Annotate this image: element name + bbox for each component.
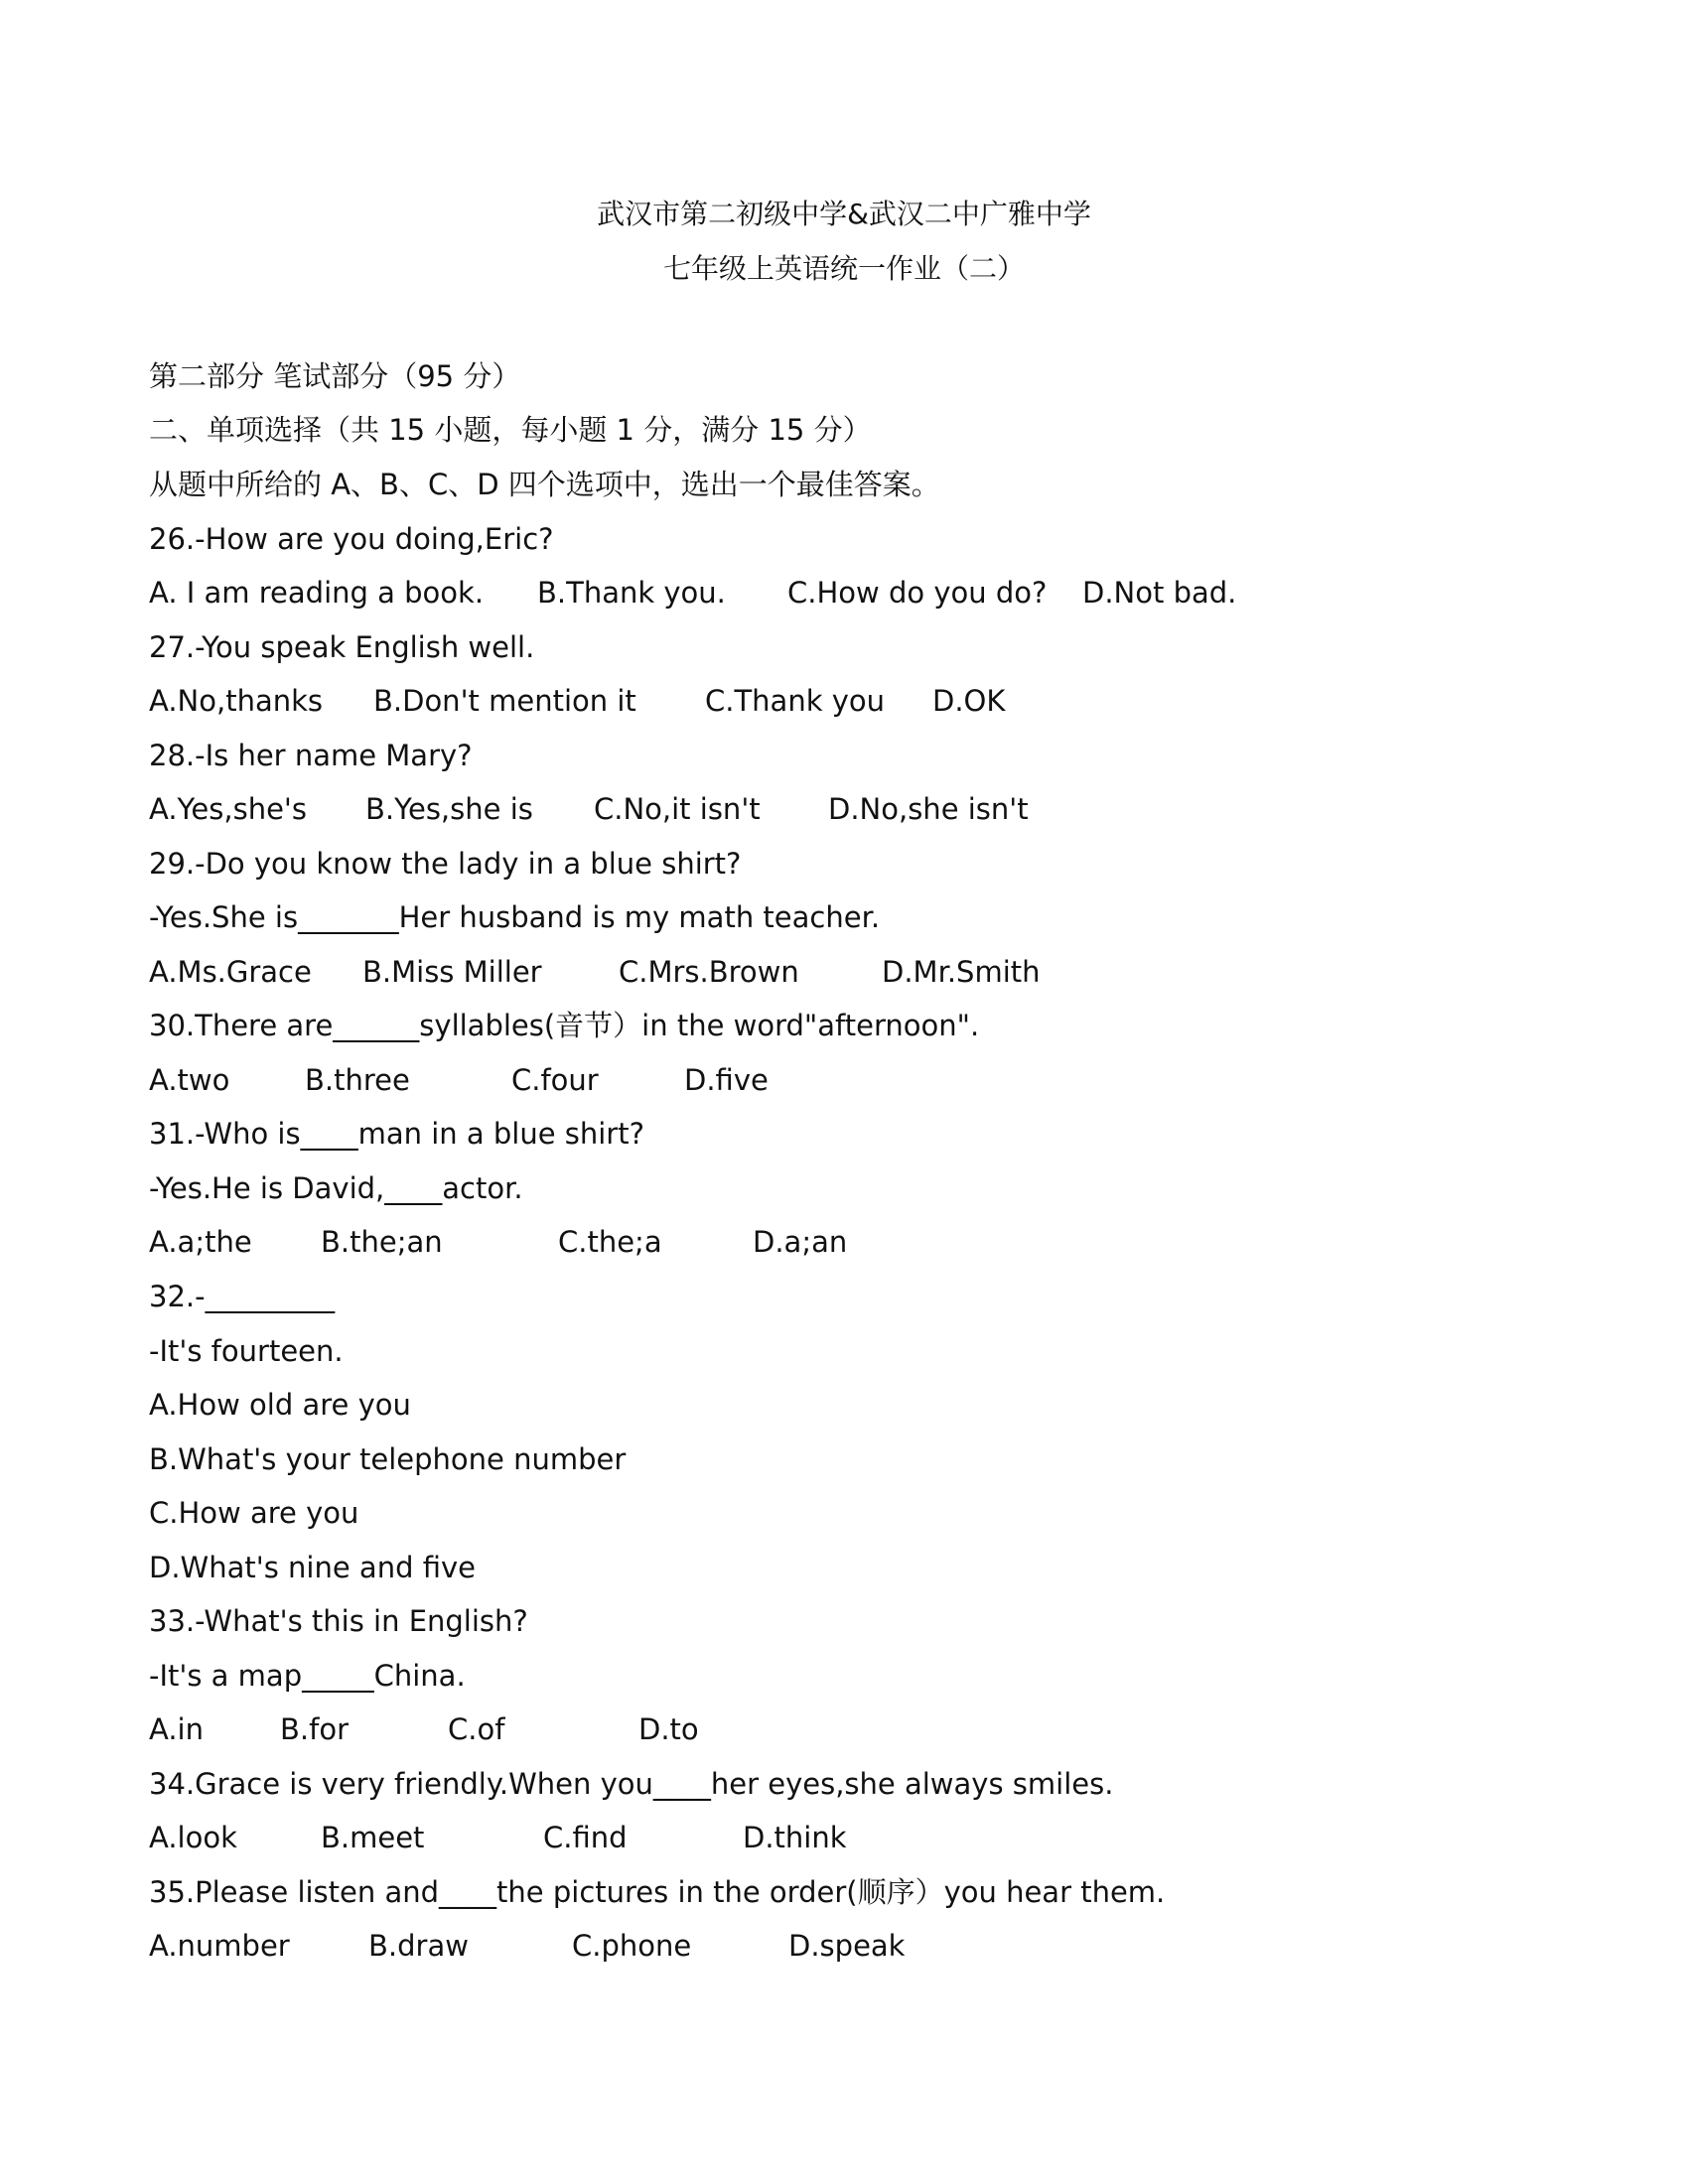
question-29: 29.-Do you know the lady in a blue shirt?: [149, 847, 742, 881]
option-d: D.a;an: [753, 1225, 848, 1259]
question-32-reply: -It's fourteen.: [149, 1334, 344, 1368]
option-d: D.to: [638, 1712, 699, 1746]
option-d: D.speak: [788, 1929, 906, 1963]
question-33-reply: -It's a map_____China.: [149, 1659, 466, 1693]
option-a: A.two: [149, 1063, 230, 1097]
option-a: A.a;the: [149, 1225, 252, 1259]
option-a: A.Yes,she's: [149, 792, 307, 826]
question-27: 27.-You speak English well.: [149, 630, 535, 664]
option-a: A.How old are you: [149, 1388, 411, 1422]
option-c: C.phone: [572, 1929, 692, 1963]
option-c: C.How do you do?: [787, 576, 1048, 610]
option-c: C.Mrs.Brown: [619, 955, 799, 989]
option-c: C.How are you: [149, 1496, 359, 1530]
option-b: B.Yes,she is: [365, 792, 533, 826]
option-b: B.the;an: [321, 1225, 443, 1259]
option-c: C.find: [543, 1821, 628, 1854]
question-35: 35.Please listen and____the pictures in the order(顺序）you hear them.: [149, 1875, 1166, 1909]
question-29-reply: -Yes.She is_______Her husband is my math teacher.: [149, 900, 881, 934]
option-a: A.look: [149, 1821, 237, 1854]
option-d: D.Mr.Smith: [882, 955, 1041, 989]
question-32: 32.-_________: [149, 1280, 336, 1313]
option-b: B.Miss Miller: [362, 955, 542, 989]
question-26: 26.-How are you doing,Eric?: [149, 522, 554, 556]
question-34: 34.Grace is very friendly.When you____her eyes,she always smiles.: [149, 1767, 1114, 1801]
question-31: 31.-Who is____man in a blue shirt?: [149, 1117, 644, 1151]
option-c: C.Thank you: [705, 684, 886, 718]
option-b: B.meet: [321, 1821, 425, 1854]
question-31-reply: -Yes.He is David,____actor.: [149, 1171, 523, 1205]
part-title: 第二部分 笔试部分（95 分）: [149, 359, 521, 393]
option-a: A.No,thanks: [149, 684, 324, 718]
option-d: D.Not bad.: [1082, 576, 1237, 610]
option-b: B.Thank you.: [537, 576, 726, 610]
question-30: 30.There are______syllables(音节）in the word"afternoon".: [149, 1009, 980, 1042]
option-a: A.Ms.Grace: [149, 955, 312, 989]
section-heading: 二、单项选择（共 15 小题，每小题 1 分，满分 15 分）: [149, 413, 872, 447]
option-b: B.for: [280, 1712, 349, 1746]
question-33: 33.-What's this in English?: [149, 1604, 528, 1638]
option-d: D.five: [684, 1063, 769, 1097]
option-c: C.four: [511, 1063, 599, 1097]
option-c: C.No,it isn't: [594, 792, 761, 826]
question-28: 28.-Is her name Mary?: [149, 739, 473, 772]
option-d: D.What's nine and five: [149, 1551, 476, 1584]
option-c: C.the;a: [558, 1225, 662, 1259]
option-d: D.think: [743, 1821, 847, 1854]
option-a: A.number: [149, 1929, 290, 1963]
document-subtitle: 七年级上英语统一作业（二）: [662, 252, 1025, 285]
option-b: B.three: [305, 1063, 410, 1097]
option-c: C.of: [448, 1712, 505, 1746]
option-a: A. I am reading a book.: [149, 576, 485, 610]
option-a: A.in: [149, 1712, 204, 1746]
document-title: 武汉市第二初级中学&武汉二中广雅中学: [597, 198, 1091, 230]
option-b: B.What's your telephone number: [149, 1442, 627, 1476]
option-b: B.draw: [368, 1929, 469, 1963]
option-d: D.OK: [932, 684, 1006, 718]
instruction: 从题中所给的 A、B、C、D 四个选项中，选出一个最佳答案。: [149, 468, 940, 501]
option-b: B.Don't mention it: [373, 684, 636, 718]
option-d: D.No,she isn't: [828, 792, 1029, 826]
